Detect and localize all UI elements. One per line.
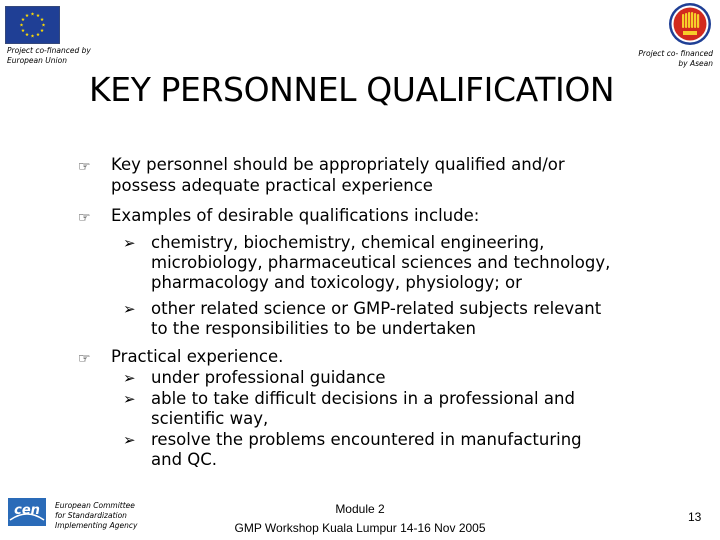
asean-caption-line: Project co- financed — [638, 49, 713, 58]
eu-flag-logo — [5, 6, 60, 44]
arrow-bullet-icon: ➢ — [123, 431, 136, 449]
asean-caption — [638, 49, 713, 69]
eu-caption — [7, 46, 91, 66]
page-number: 13 — [688, 510, 702, 524]
sub-item-text: resolve the problems encountered in manufacturing — [151, 430, 582, 449]
sub-item-text: pharmacology and toxicology, physiology; or — [151, 273, 522, 292]
sub-item-text: able to take difficult decisions in a professional and — [151, 389, 575, 408]
arrow-bullet-icon: ➢ — [123, 369, 136, 387]
list-item-text: possess adequate practical experience — [111, 176, 433, 195]
module-label: Module 2 — [335, 502, 385, 516]
sub-item-text: chemistry, biochemistry, chemical engineering, — [151, 233, 545, 252]
sub-item-text: scientific way, — [151, 409, 269, 428]
cen-logo-text: cen — [14, 503, 40, 518]
sub-item-text: to the responsibilities to be undertaken — [151, 319, 476, 338]
sub-item-text: under professional guidance — [151, 368, 386, 387]
asean-caption-line: by Asean — [678, 59, 713, 68]
cen-caption-line: Implementing Agency — [55, 521, 138, 530]
list-item-text: Examples of desirable qualifications include: — [111, 206, 480, 225]
cen-logo — [8, 498, 46, 526]
sub-item-text: microbiology, pharmaceutical sciences and technology, — [151, 253, 611, 272]
pointing-hand-icon: ☞ — [78, 351, 91, 367]
sub-item-text: and QC. — [151, 450, 218, 469]
arrow-bullet-icon: ➢ — [123, 234, 136, 252]
list-item-text: Practical experience. — [111, 347, 284, 366]
cen-caption-line: for Standardization — [55, 511, 127, 520]
footer-center — [228, 500, 492, 538]
pointing-hand-icon: ☞ — [78, 159, 91, 175]
asean-logo — [668, 2, 712, 46]
slide-title: KEY PERSONNEL QUALIFICATION — [89, 70, 615, 109]
cen-caption — [55, 501, 137, 531]
workshop-label: GMP Workshop Kuala Lumpur 14-16 Nov 2005 — [234, 521, 486, 535]
pointing-hand-icon: ☞ — [78, 210, 91, 226]
eu-caption-line: Project co-financed by — [7, 46, 91, 55]
arrow-bullet-icon: ➢ — [123, 300, 136, 318]
sub-item-text: other related science or GMP-related subjects relevant — [151, 299, 602, 318]
eu-caption-line: European Union — [7, 56, 67, 65]
arrow-bullet-icon: ➢ — [123, 390, 136, 408]
list-item-text: Key personnel should be appropriately qualified and/or — [111, 155, 565, 174]
cen-caption-line: European Committee — [55, 501, 135, 510]
